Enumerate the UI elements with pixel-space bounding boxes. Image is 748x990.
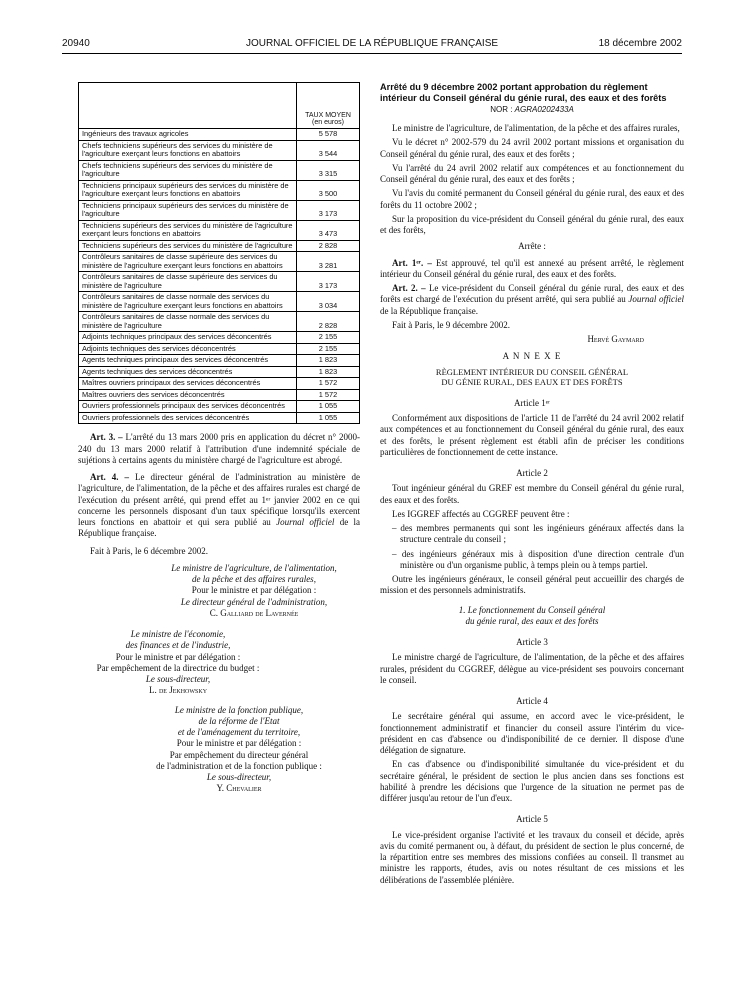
sig1-line4: Le directeur général de l'administration,	[180, 596, 328, 607]
signature-block-3	[78, 705, 360, 795]
rate-value: 3 173	[297, 200, 360, 220]
sig3-line3: et de l'aménagement du territoire,	[177, 727, 301, 738]
table-row	[79, 272, 360, 292]
rate-grade-label: Techniciens principaux supérieurs des services du ministère de l'agriculture	[79, 200, 297, 220]
rate-value: 1 823	[297, 366, 360, 378]
annexe-heading: A N N E X E	[502, 351, 562, 362]
rates-table	[78, 82, 360, 424]
sig1-line3: Pour le ministre et par délégation :	[191, 585, 317, 596]
decree-art-2	[380, 283, 684, 317]
article-5-heading: Article 5	[516, 814, 548, 825]
article-1-text: Conformément aux dispositions de l'article 11 de l'arrêté du 24 avril 2002 relatif aux compétences et au fonctionnement du Conseil général du génie rural, des eaux et des forêts, le présent règlement est établi afin de préciser les conditions particulières de fonctionnement de cette instance.	[380, 413, 684, 457]
article-1-heading: Article 1ᵉʳ	[514, 397, 550, 408]
signature-block-2	[78, 629, 278, 697]
decree-art-2-text-b: de la République française.	[380, 305, 478, 316]
rate-grade-label: Chefs techniciens supérieurs des services du ministère de l'agriculture	[79, 160, 297, 180]
issue-date: 18 décembre 2002	[598, 38, 682, 49]
table-row	[79, 220, 360, 240]
article-4-heading: Article 4	[516, 696, 548, 707]
section-1-title-a: 1. Le fonctionnement du Conseil général	[458, 604, 606, 615]
article-3-text-r: Le ministre chargé de l'agriculture, de l'alimentation, de la pêche et des affaires rurales, président du CGGREF, délègue au vice-président ses pouvoirs concernant le conseil.	[380, 652, 684, 685]
article-5-text: Le vice-président organise l'activité et les travaux du conseil et décide, après avis du comité permanent ou, à défaut, du président de section le plus concerné, de la répartition entre ses membres des missions confiées au conseil. Il transmet au ministre les rapports, études, avis ou notes résultant de ces missions et les délibérations de l'assemblée plénière.	[380, 829, 684, 885]
rate-value: 3 173	[297, 272, 360, 292]
page-number: 20940	[62, 38, 90, 49]
rate-value: 1 055	[297, 401, 360, 413]
table-row	[79, 332, 360, 344]
rate-grade-label: Maîtres ouvriers des services déconcentrés	[79, 389, 297, 401]
article-2-p2: Les IGGREF affectés au CGGREF peuvent être :	[392, 508, 570, 519]
sig1-name: C. Galliard de Lavernée	[209, 607, 299, 618]
rate-grade-label: Ouvriers professionnels des services déconcentrés	[79, 412, 297, 424]
right-column	[380, 82, 684, 889]
table-row	[79, 366, 360, 378]
rate-grade-label: Ouvriers professionnels principaux des services déconcentrés	[79, 401, 297, 413]
rate-value: 2 828	[297, 240, 360, 252]
preamble-proposal: Sur la proposition du vice-président du Conseil général du génie rural, des eaux et des forêts,	[380, 213, 684, 236]
rates-table-header	[79, 83, 360, 129]
preamble-vu-2: Vu l'arrêté du 24 avril 2002 relatif aux compétences et au fonctionnement du Conseil général du génie rural, des eaux et des forêts ;	[380, 162, 684, 185]
signer-name: Hervé Gaymard	[587, 334, 644, 345]
rates-table-header-blank	[79, 83, 297, 129]
rate-grade-label: Contrôleurs sanitaires de classe normale des services du ministère de l'agriculture	[79, 312, 297, 332]
table-row	[79, 200, 360, 220]
decree-art-2-text-a: Le vice-président du Conseil général du génie rural, des eaux et des forêts est chargé de l'exécution du présent arrêté, qui sera publié au	[380, 283, 684, 305]
rate-value: 3 473	[297, 220, 360, 240]
sig3-line5: Par empêchement du directeur général	[169, 749, 309, 760]
rate-grade-label: Contrôleurs sanitaires de classe supérieure des services du ministère de l'agriculture	[79, 272, 297, 292]
rate-value: 2 828	[297, 312, 360, 332]
section-1-title-b: du génie rural, des eaux et des forêts	[465, 615, 599, 626]
article-2-heading: Article 2	[516, 468, 548, 479]
decree-art-2-label: Art. 2. –	[392, 283, 426, 294]
sig2-line2: des finances et de l'industrie,	[125, 640, 231, 651]
column-header-rate: TAUX MOYEN	[305, 111, 351, 119]
table-row	[79, 378, 360, 390]
table-row	[79, 180, 360, 200]
decree-art-1	[380, 258, 684, 281]
nor-label: NOR :	[490, 105, 513, 115]
nor-value: AGRA0202433A	[514, 105, 574, 115]
rate-value: 3 281	[297, 252, 360, 272]
nor-reference	[380, 105, 684, 115]
decree-art-1-label: Art. 1ᵉʳ. –	[392, 257, 432, 268]
article-2-bullet-1: – des membres permanents qui sont les ingénieurs généraux affectés dans la structure centrale du conseil ;	[392, 523, 684, 545]
rate-grade-label: Contrôleurs sanitaires de classe normale des services du ministère de l'agriculture exerçant leurs fonctions en abattoirs	[79, 292, 297, 312]
rates-table-header-cell	[297, 83, 360, 129]
rate-grade-label: Ingénieurs des travaux agricoles	[79, 129, 297, 141]
sig1-line1: Le ministre de l'agriculture, de l'alimentation,	[171, 562, 337, 573]
table-row	[79, 412, 360, 424]
article-4-p2: En cas d'absence ou d'indisponibilité simultanée du vice-président et du secrétaire général, le président de section le plus ancien dans ses fonctions est habilité à prendre les décisions que l'urgence de la situation ne permet pas de différer jusqu'au retour de l'un d'eux.	[380, 759, 684, 804]
rate-grade-label: Agents techniques des services déconcentrés	[79, 366, 297, 378]
column-header-unit: (en euros)	[312, 119, 344, 127]
signature-block-1	[78, 563, 360, 619]
table-row	[79, 252, 360, 272]
rate-grade-label: Adjoints techniques des services déconcentrés	[79, 343, 297, 355]
article-2-p3: Outre les ingénieurs généraux, le conseil général peut accueillir des chargés de mission et des personnels administratifs.	[380, 574, 684, 596]
sig3-line6: de l'administration et de la fonction publique :	[156, 760, 322, 771]
table-row	[79, 129, 360, 141]
preamble-vu-3: Vu l'avis du comité permanent du Conseil général du génie rural, des eaux et des forêts du 11 octobre 2002 ;	[380, 188, 684, 210]
rate-value: 1 055	[297, 412, 360, 424]
rate-grade-label: Techniciens principaux supérieurs des services du ministère de l'agriculture exerçant leurs fonctions en abattoirs	[79, 180, 297, 200]
article-3-heading: Article 3	[516, 637, 548, 648]
sig1-line2: de la pêche et des affaires rurales,	[192, 574, 316, 585]
sig3-line1: Le ministre de la fonction publique,	[174, 704, 304, 715]
table-row	[79, 240, 360, 252]
table-row	[79, 292, 360, 312]
table-row	[79, 401, 360, 413]
decree-art-1-text: Est approuvé, tel qu'il est annexé au présent arrêté, le règlement intérieur du Conseil général du génie rural, des eaux et des forêts.	[380, 257, 684, 279]
rate-value: 3 034	[297, 292, 360, 312]
article-4	[78, 472, 360, 540]
sig2-line1: Le ministre de l'économie,	[130, 629, 226, 640]
preamble-vu-1: Vu le décret n° 2002-579 du 24 avril 2002 portant missions et organisation du Conseil général du génie rural, des eaux et des forêts ;	[380, 137, 684, 159]
table-row	[79, 389, 360, 401]
table-row	[79, 355, 360, 367]
rate-grade-label: Agents techniques principaux des services déconcentrés	[79, 355, 297, 367]
sig2-line5: Le sous-directeur,	[145, 674, 211, 685]
sig2-name: L. de Jekhowsky	[148, 685, 208, 696]
done-at-paris-2: Fait à Paris, le 9 décembre 2002.	[392, 319, 510, 330]
sig3-line7: Le sous-directeur,	[206, 772, 272, 783]
article-4-label: Art. 4. –	[90, 472, 129, 483]
rate-value: 2 155	[297, 343, 360, 355]
rate-value: 3 500	[297, 180, 360, 200]
article-3-label: Art. 3. –	[90, 432, 123, 443]
rate-grade-label: Chefs techniciens supérieurs des services du ministère de l'agriculture exerçant leurs fonctions en abattoirs	[79, 140, 297, 160]
rate-grade-label: Maîtres ouvriers principaux des services déconcentrés	[79, 378, 297, 390]
regulation-title-2: DU GÉNIE RURAL, DES EAUX ET DES FORÊTS	[441, 377, 623, 388]
left-column	[78, 82, 360, 795]
article-2-p1: Tout ingénieur général du GREF est membre du Conseil général du génie rural, des eaux et des forêts.	[380, 483, 684, 505]
preamble-minister: Le ministre de l'agriculture, de l'alimentation, de la pêche et des affaires rurales,	[392, 123, 680, 134]
rate-value: 5 578	[297, 129, 360, 141]
done-at-paris: Fait à Paris, le 6 décembre 2002.	[90, 545, 208, 556]
sig3-line4: Pour le ministre et par délégation :	[176, 738, 302, 749]
article-4-p1: Le secrétaire général qui assume, en accord avec le vice-président, le fonctionnement administratif et financier du conseil assure l'intérim du vice-président en cas d'absence ou d'indisponibilité de ce dernier. Il dispose d'une délégation de signature.	[380, 711, 684, 756]
header-rule	[62, 53, 682, 54]
table-row	[79, 312, 360, 332]
table-row	[79, 140, 360, 160]
sig3-name: Y. Chevalier	[216, 783, 262, 794]
table-row	[79, 343, 360, 355]
arrete-heading: Arrête :	[518, 241, 546, 252]
sig2-line3: Pour le ministre et par délégation :	[115, 651, 241, 662]
rate-value: 1 572	[297, 378, 360, 390]
rate-grade-label: Adjoints techniques principaux des services déconcentrés	[79, 332, 297, 344]
sig3-line2: de la réforme de l'Etat	[198, 715, 280, 726]
article-4-text-b: de la République française.	[78, 517, 360, 539]
article-3	[78, 432, 360, 466]
decree-title: Arrêté du 9 décembre 2002 portant approbation du règlement intérieur du Conseil général du génie rural, des eaux et des forêts	[380, 82, 667, 103]
rate-grade-label: Techniciens supérieurs des services du ministère de l'agriculture exerçant leurs fonctions en abattoirs	[79, 220, 297, 240]
article-3-text: L'arrêté du 13 mars 2000 pris en application du décret n° 2000-240 du 13 mars 2000 relatif à l'attribution d'une indemnité spéciale de sujétions à certains agents du ministère chargé de l'agriculture est abrogé.	[78, 432, 361, 465]
rate-value: 1 572	[297, 389, 360, 401]
table-row	[79, 160, 360, 180]
rate-grade-label: Techniciens supérieurs des services du ministère de l'agriculture	[79, 240, 297, 252]
rate-value: 3 544	[297, 140, 360, 160]
journal-officiel-ref-2: Journal officiel	[628, 294, 685, 305]
rate-grade-label: Contrôleurs sanitaires de classe supérieure des services du ministère de l'agriculture exerçant leurs fonctions en abattoirs	[79, 252, 297, 272]
sig2-line4: Par empêchement de la directrice du budget :	[96, 662, 260, 673]
article-4-text-a: Le directeur général de l'administration au ministère de l'agriculture, de l'alimentation, de la pêche et des affaires rurales est chargé de l'exécution du présent arrêté, qui prend effet au 1ᵉʳ janvier 2002 en ce qui concerne les personnels disposant d'un taux spécifique lorsqu'ils exercent leurs fonctions en abattoir et qui sera publié au	[78, 472, 360, 528]
journal-title: JOURNAL OFFICIEL DE LA RÉPUBLIQUE FRANÇAISE	[245, 38, 499, 49]
rate-value: 3 315	[297, 160, 360, 180]
rate-value: 1 823	[297, 355, 360, 367]
regulation-title-1: RÈGLEMENT INTÉRIEUR DU CONSEIL GÉNÉRAL	[435, 366, 629, 377]
journal-officiel-ref: Journal officiel	[276, 517, 335, 528]
rate-value: 2 155	[297, 332, 360, 344]
page-header	[62, 38, 682, 52]
article-2-bullet-2: – des ingénieurs généraux mis à disposition d'une direction centrale d'un ministère ou d'un organisme public, à temps plein ou à temps partiel.	[392, 548, 684, 570]
